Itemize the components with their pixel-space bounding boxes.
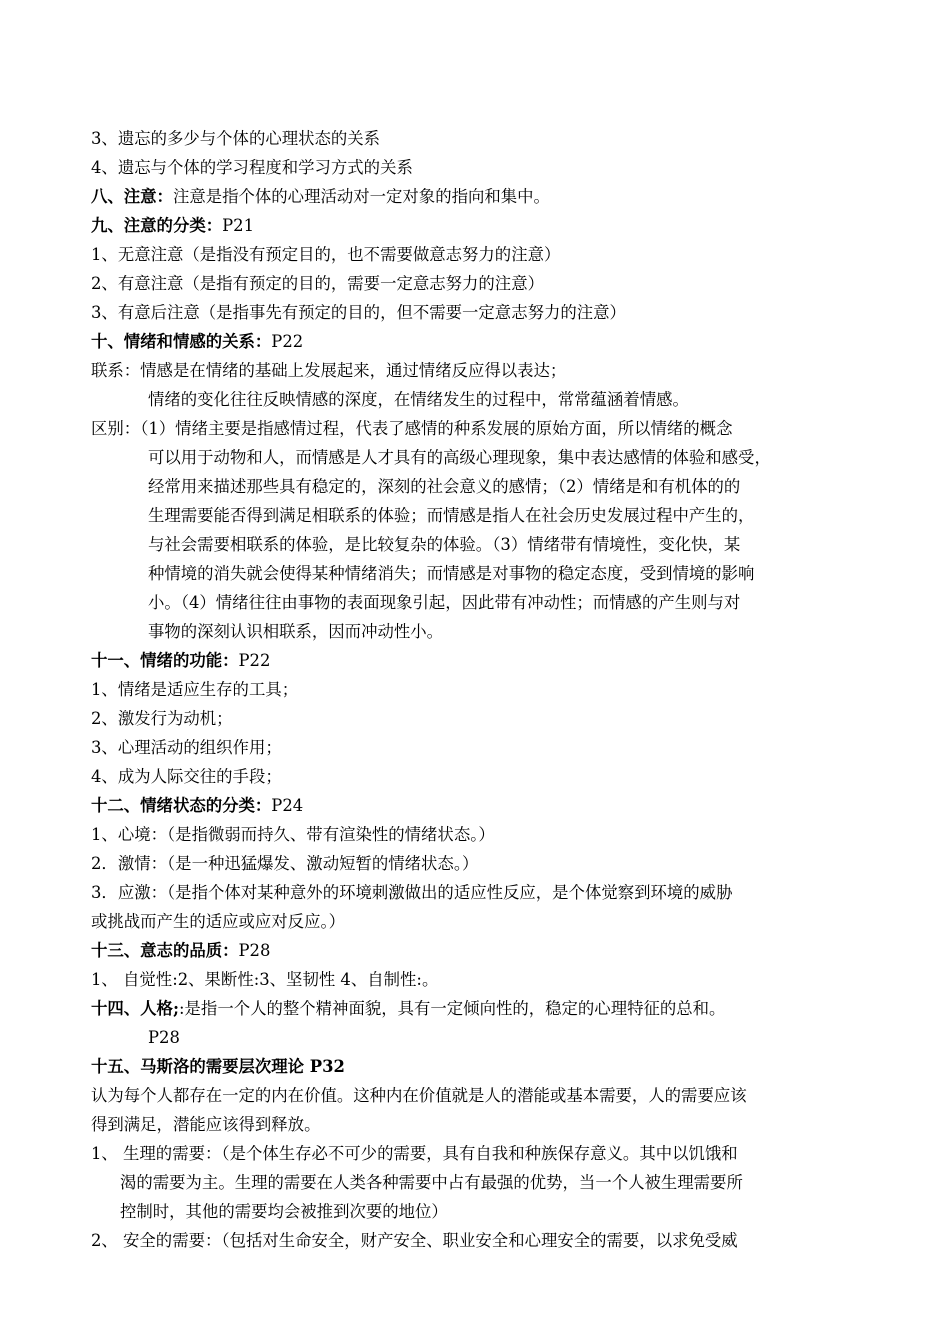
list-item: 4、成为人际交往的手段； xyxy=(91,767,282,786)
paragraph-line: 认为每个人都存在一定的内在价值。这种内在价值就是人的潜能或基本需要，人的需要应该 xyxy=(91,1086,747,1105)
list-item-continued: 控制时，其他的需要均会被推到次要的地位） xyxy=(120,1202,448,1221)
heading-title: 九、注意的分类： xyxy=(91,216,223,235)
difference-label: 区别： xyxy=(91,419,141,438)
list-item: 2、 安全的需要：（包括对生命安全，财产安全、职业安全和心理安全的需要，以求免受威 xyxy=(91,1231,738,1250)
heading-title: 八、注意： xyxy=(91,187,173,206)
section-heading-11 xyxy=(91,646,871,675)
difference-line: 事物的深刻认识相联系，因而冲动性小。 xyxy=(148,622,444,641)
relation-label: 联系： xyxy=(91,361,141,380)
difference-line: 小。（4）情绪往往由事物的表面现象引起，因此带有冲动性；而情感的产生则与对 xyxy=(148,593,741,612)
list-item-continued: 渴的需要为主。生理的需要在人类各种需要中占有最强的优势，当一个人被生理需要所 xyxy=(120,1173,743,1192)
section-heading-15 xyxy=(91,1052,871,1081)
list-item: 1、心境：（是指微弱而持久、带有渲染性的情绪状态。） xyxy=(91,825,495,844)
list-item: 3、心理活动的组织作用； xyxy=(91,738,282,757)
section-heading-10 xyxy=(91,327,871,356)
section-heading-12 xyxy=(91,791,871,820)
document-page xyxy=(91,124,871,1255)
list-item: 2、有意注意（是指有预定的目的，需要一定意志努力的注意） xyxy=(91,274,544,293)
section-heading-9 xyxy=(91,211,871,240)
heading-text: :是指一个人的整个精神面貌，具有一定倾向性的，稳定的心理特征的总和。 xyxy=(179,999,726,1018)
heading-title: 十二、情绪状态的分类： xyxy=(91,796,272,815)
page-ref: P22 xyxy=(271,332,304,351)
text-line: 4、遗忘与个体的学习程度和学习方式的关系 xyxy=(91,158,413,177)
difference-line: 与社会需要相联系的体验，是比较复杂的体验。（3）情绪带有情境性，变化快，某 xyxy=(148,535,741,554)
difference-text: （1）情绪主要是指感情过程，代表了感情的种系发展的原始方面，所以情绪的概念 xyxy=(140,419,733,438)
paragraph-line: 得到满足，潜能应该得到释放。 xyxy=(91,1115,321,1134)
list-item: 2、激发行为动机； xyxy=(91,709,233,728)
difference-line: 种情境的消失就会使得某种情绪消失；而情感是对事物的稳定态度，受到情境的影响 xyxy=(148,564,755,583)
list-item: 1、情绪是适应生存的工具； xyxy=(91,680,299,699)
page-ref: P21 xyxy=(222,216,255,235)
difference-line: 经常用来描述那些具有稳定的，深刻的社会意义的感情；（2）情绪是和有机体的的 xyxy=(148,477,741,496)
relation-text: 情感是在情绪的基础上发展起来，通过情绪反应得以表达； xyxy=(140,361,567,380)
page-ref: P22 xyxy=(238,651,271,670)
page-ref: P28 xyxy=(148,1028,180,1047)
page-ref: P24 xyxy=(271,796,304,815)
difference-line: 可以用于动物和人，而情感是人才具有的高级心理现象，集中表达感情的体验和感受， xyxy=(148,448,771,467)
list-item: 1、 生理的需要：（是个体生存必不可少的需要，具有自我和种族保存意义。其中以饥饿和 xyxy=(91,1144,738,1163)
list-item: 2．激情：（是一种迅猛爆发、激动短暂的情绪状态。） xyxy=(91,854,479,873)
heading-title: 十一、情绪的功能： xyxy=(91,651,239,670)
list-item: 1、无意注意（是指没有预定目的，也不需要做意志努力的注意） xyxy=(91,245,561,264)
section-heading-8 xyxy=(91,182,871,211)
heading-title: 十四、人格; xyxy=(91,999,180,1018)
heading-text: 注意是指个体的心理活动对一定对象的指向和集中。 xyxy=(172,187,550,206)
page-ref: P28 xyxy=(238,941,271,960)
heading-title: 十五、马斯洛的需要层次理论 xyxy=(91,1057,310,1076)
list-item: 3、有意后注意（是指事先有预定的目的，但不需要一定意志努力的注意） xyxy=(91,303,626,322)
section-heading-13 xyxy=(91,936,871,965)
relation-line xyxy=(91,356,871,385)
text-line: 3、遗忘的多少与个体的心理状态的关系 xyxy=(91,129,381,148)
page-ref: P32 xyxy=(309,1057,345,1076)
list-item: 1、 自觉性:2、果断性:3、坚韧性 4、自制性:。 xyxy=(91,970,439,989)
difference-line xyxy=(91,414,871,443)
heading-title: 十、情绪和情感的关系： xyxy=(91,332,272,351)
relation-line: 情绪的变化往往反映情感的深度，在情绪发生的过程中，常常蕴涵着情感。 xyxy=(148,390,689,409)
heading-title: 十三、意志的品质： xyxy=(91,941,239,960)
difference-line: 生理需要能否得到满足相联系的体验；而情感是指人在社会历史发展过程中产生的， xyxy=(148,506,755,525)
list-item-continued: 或挑战而产生的适应或应对反应。） xyxy=(91,912,346,931)
list-item: 3．应激：（是指个体对某种意外的环境刺激做出的适应性反应，是个体觉察到环境的威胁 xyxy=(91,883,733,902)
section-heading-14 xyxy=(91,994,871,1023)
